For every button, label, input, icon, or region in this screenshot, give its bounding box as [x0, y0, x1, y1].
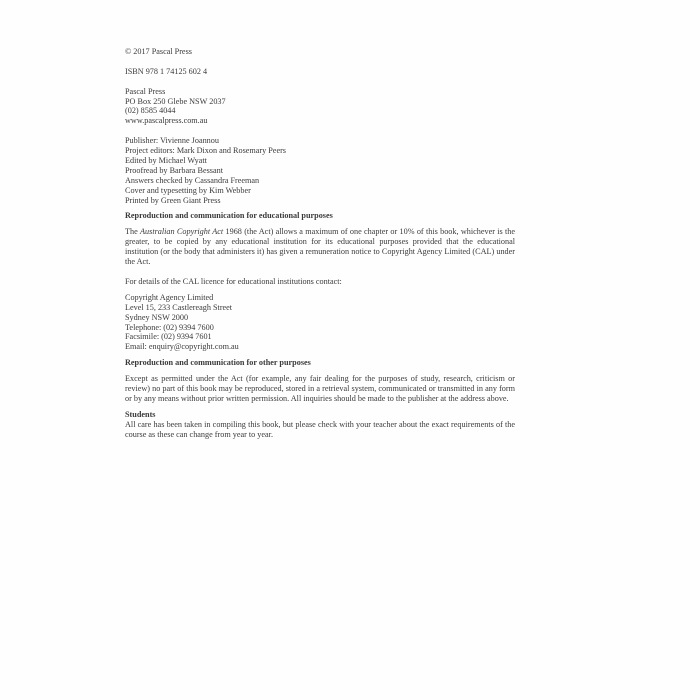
- publisher-name: Pascal Press: [125, 86, 166, 96]
- publisher-website: www.pascalpress.com.au: [125, 116, 208, 126]
- publisher-po-box: PO Box 250 Glebe NSW 2037: [125, 96, 226, 106]
- credit-answers-checker: Answers checked by Cassandra Freeman: [125, 175, 260, 185]
- students-body: All care has been taken in compiling this book, but please check with your teacher about the exact requirements of the course as these can change from year to year.: [125, 419, 515, 439]
- cal-facsimile: Facsimile: (02) 9394 7601: [125, 332, 212, 342]
- credits-list: [125, 136, 515, 205]
- educational-body-rest: 1968 (the Act) allows a maximum of one chapter or 10% of this book, whichever is the greater, to be copied by any educational institution for its educational purposes provided that the educational institution (or the body that administers it) has given a remuneration notice to Copyright Agency Limited (CAL) under the Act.: [125, 227, 516, 267]
- act-title: Australian Copyright Act: [140, 227, 224, 237]
- cal-contact: [125, 293, 515, 352]
- cal-city: Sydney NSW 2000: [125, 312, 189, 322]
- credit-cover-typesetting: Cover and typesetting by Kim Webber: [125, 185, 251, 195]
- students-heading: Students: [125, 409, 156, 419]
- other-purposes-heading: Reproduction and communication for other purposes: [125, 358, 311, 368]
- credit-printer: Printed by Green Giant Press: [125, 195, 221, 205]
- imprint-content: [125, 47, 515, 440]
- cal-name: Copyright Agency Limited: [125, 292, 214, 302]
- publisher-address: [125, 87, 515, 127]
- cal-intro: For details of the CAL licence for educational institutions contact:: [125, 276, 342, 286]
- copyright-line: © 2017 Pascal Press: [125, 47, 192, 56]
- educational-body-prefix: The: [125, 227, 141, 237]
- cal-street: Level 15, 233 Castlereagh Street: [125, 302, 233, 312]
- isbn-line: ISBN 978 1 74125 602 4: [125, 66, 208, 76]
- other-purposes-body: Except as permitted under the Act (for example, any fair dealing for the purposes of study, research, criticism or review) no part of this book may be reproduced, stored in a retrieval system, communicated or transmitted in any form or by any means without prior written permission. All inquiries should be made to the publisher at the address above.: [125, 374, 515, 403]
- publisher-phone: (02) 8585 4044: [125, 106, 176, 116]
- educational-heading: Reproduction and communication for educational purposes: [125, 211, 333, 221]
- credit-proofreader: Proofread by Barbara Bessant: [125, 165, 223, 175]
- credit-project-editors: Project editors: Mark Dixon and Rosemary Peers: [125, 146, 286, 156]
- credit-editor: Edited by Michael Wyatt: [125, 155, 207, 165]
- cal-telephone: Telephone: (02) 9394 7600: [125, 322, 214, 332]
- credit-publisher: Publisher: Vivienne Joannou: [125, 136, 219, 146]
- cal-email: Email: enquiry@copyright.com.au: [125, 342, 239, 352]
- educational-body: [125, 227, 515, 267]
